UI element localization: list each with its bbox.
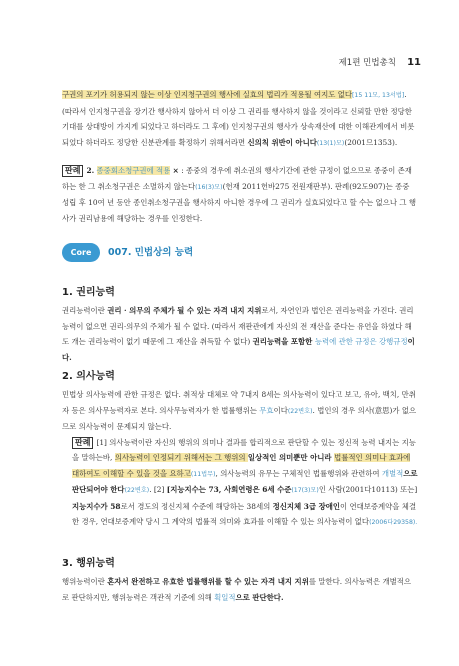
- section-legal-capacity: [62, 285, 418, 365]
- exam-reference: [15 11모, 13서법]: [352, 92, 405, 99]
- bold-text: 이다.: [62, 337, 415, 362]
- section-heading: 1. 권리능력: [62, 287, 115, 298]
- exam-reference: (13(1)모): [316, 139, 345, 147]
- body-text: 민법상 의사능력에 관한 규정은 없다. 취적상 대체로 약 7내지 8세는 의사능력이 있다고 보고, 유아, 백치, 만취자 등은 의사무능력자로 본다. 의사무능력자가 한 법률행위는: [62, 390, 416, 415]
- bold-text: 으로 판단되어야 한다: [72, 468, 418, 494]
- section-text: [62, 303, 418, 365]
- section-legal-competence: [62, 556, 418, 605]
- bold-text: 권리 · 의무의 주체가 될 수 있는 자격 내지 지위: [107, 306, 262, 315]
- body-text: 로서, 자연인과 법인은 권리능력을 가진다. 권리능력이 없으면 권리·의무의 주체가 될 수 없다. (따라서 재판관에게 자신의 전 재산을 준다는 유언을 하였다 해도 개는 권리능력이 없기 때문에 그 재산을 취득할 수 없다): [62, 306, 414, 346]
- exam-reference: (16(3)모): [195, 183, 223, 191]
- case-text: [62, 163, 418, 226]
- body-text: , 의사능력의 유무는 구체적인 법률행위와 관련하여: [215, 468, 382, 478]
- page-number: 11: [407, 57, 421, 68]
- case-block-1: [62, 163, 418, 226]
- bold-text: 지능지수가 58: [72, 501, 121, 511]
- body-text: 로서 경도의 정신지체 수준에 해당하는 38세의: [120, 501, 273, 511]
- bold-text: 권리능력을 포함한: [252, 337, 315, 346]
- body-text: 이 연대보증계약을 체결한 경우, 연대보증계약 당시 그 계약의 법률적 의미와 효과를 이해할 수 있는 의사능력이 없다: [72, 501, 417, 526]
- body-text: : 종중의 경우에 취소권의 행사기간에 관한 규정이 없으므로 종중이 존재하는 한 그 취소청구권은 소멸하지 않는다: [62, 166, 412, 191]
- body-text: [1] 의사능력이란 자신의 행위의 의미나 결과를 합리적으로 판단할 수 있는 정신적 능력 내지는 지능을 말하는바,: [72, 437, 416, 462]
- paragraph-intro: [62, 87, 418, 151]
- bold-text: 정신지체 3급 장애인: [272, 501, 340, 511]
- body-text: 이다: [273, 405, 288, 415]
- core-section-heading: [62, 243, 418, 263]
- section-heading: 3. 행위능력: [62, 558, 115, 569]
- body-text: 행위능력이란: [62, 577, 108, 586]
- paragraph-text: [62, 87, 418, 151]
- section-mental-capacity: [62, 369, 418, 531]
- body-text: . 법인의 경우 의사(意思)가 없으므로 의사능력이 문제되지 않는다.: [62, 405, 417, 431]
- bold-text: [지능지수는 73, 사회연령은 6세 수준: [166, 485, 292, 494]
- page-header: [62, 50, 421, 68]
- highlight-text: 의사능력이 인정되기 위해서는 그 행위의: [114, 453, 248, 462]
- highlight-text: 종중회소청구권에 적용: [96, 166, 171, 175]
- bold-text: 일상적인 의미뿐만 아니라: [247, 453, 335, 462]
- exam-reference: (11법무): [190, 470, 216, 478]
- case-citation: (2006다29358).: [369, 519, 418, 526]
- body-text: . [2]: [149, 485, 167, 494]
- exam-reference: (22변호): [124, 487, 150, 494]
- highlight-text: 구권의 포기가 허용되지 않는 이상 인지청구권의 행사에 실효의 법리가 적용될 여지도 없다: [62, 90, 353, 99]
- case-tag: 판례: [72, 437, 93, 449]
- body-text: (헌재 2011헌바275 전원재판부). 판례(92도907)는 종중 성립 후 10여 년 동안 종인취소청구권을 행사하지 아니한 경우에 그 권리가 실효되었다고 할 수는 없으나 그 행사가 권리남용에 해당하는 경우를 인정한다.: [62, 181, 416, 223]
- section-text: [62, 387, 418, 435]
- section-heading: 2. 의사능력: [62, 371, 115, 382]
- exam-reference: (17(3)모): [291, 487, 319, 494]
- section-text: [62, 574, 418, 605]
- bold-text: 혼자서 완전하고 유효한 법률행위를 할 수 있는 자격 내지 지위: [107, 577, 309, 586]
- core-badge: Core: [62, 243, 100, 262]
- bold-text: 으로 판단한다.: [235, 592, 284, 602]
- core-title: 007. 민법상의 능력: [108, 247, 194, 258]
- cross-mark: ×: [172, 166, 179, 175]
- case-citation: (2001므1353).: [344, 137, 398, 147]
- highlight-text: 법률적인 의미나 효과에 대하여도 이해할 수 있을 것을 요하고: [72, 453, 411, 478]
- case-number: 2.: [86, 166, 95, 175]
- chapter-label: 제1편 민법총칙: [338, 58, 396, 68]
- bold-text: 신의칙 위반이 아니다: [247, 137, 317, 147]
- blue-text: 개별적: [381, 468, 404, 478]
- blue-text: 무효: [259, 405, 274, 415]
- blue-text: 능력에 관한 규정은 강행규정: [314, 337, 408, 346]
- exam-reference: (22변호): [287, 407, 313, 415]
- case-text: [62, 435, 418, 531]
- blue-text: 획일적: [214, 592, 236, 602]
- body-text: 를 말한다. 의사능력은 개별적으로 판단하지만, 행위능력은 객관적 기준에 의해: [62, 577, 412, 602]
- case-tag: 판례: [62, 165, 83, 177]
- body-text: 권리능력이란: [62, 306, 108, 315]
- body-text: . (따라서 인지청구권을 장기간 행사하지 않아서 더 이상 그 권리를 행사하지 않을 것이라고 신뢰할 만한 정당한 기대를 상대방이 가지게 되었다고 하더라도 그 후에) 인지청구권의 행사가 상속재산에 대한 이해관계에서 비롯되었다 하더라도 정당한 신분관계를 확정하기 위해서라면: [62, 90, 415, 147]
- body-text: 인 사람(2001다10113) 또는]: [318, 485, 418, 494]
